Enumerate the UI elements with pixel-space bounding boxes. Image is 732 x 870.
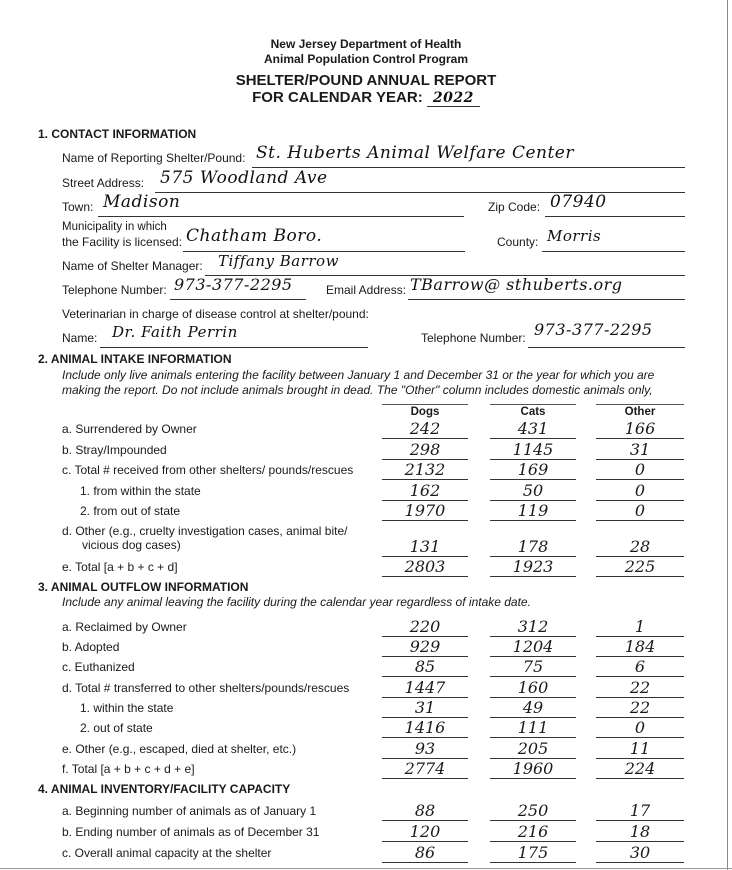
vet-name-label: Name:	[62, 331, 98, 345]
other-value-field[interactable]: 0	[596, 460, 684, 480]
row-label: c. Total # received from other shelters/ pounds/rescues	[62, 463, 354, 477]
cats-value-field[interactable]: 119	[490, 501, 576, 521]
cats-value-field[interactable]: 111	[490, 718, 576, 738]
cats-value-field[interactable]: 50	[490, 481, 576, 501]
column-header-cats: Cats	[490, 404, 576, 418]
other-value-field[interactable]: 17	[596, 801, 684, 821]
municipality-field[interactable]: Chatham Boro.	[186, 226, 323, 246]
intake-note-1: Include only live animals entering the facility between January 1 and December 31 or the year for which you are	[62, 368, 655, 382]
dogs-value-field[interactable]: 31	[382, 698, 468, 718]
other-value-field[interactable]: 11	[596, 739, 684, 759]
row-label-continued: vicious dog cases)	[82, 538, 181, 552]
row-label: d. Total # transferred to other shelters/pounds/rescues	[62, 681, 350, 695]
other-value-field[interactable]: 166	[596, 419, 684, 439]
zip-code-label: Zip Code:	[488, 200, 541, 214]
other-value-field[interactable]: 6	[596, 657, 684, 677]
row-label: a. Surrendered by Owner	[62, 422, 197, 436]
calendar-year	[0, 89, 732, 106]
town-label: Town:	[62, 200, 94, 214]
dogs-value-field[interactable]: 1970	[382, 501, 468, 521]
other-value-field[interactable]: 31	[596, 440, 684, 460]
cats-value-field[interactable]: 169	[490, 460, 576, 480]
dogs-value-field[interactable]: 220	[382, 617, 468, 637]
row-label: a. Reclaimed by Owner	[62, 620, 187, 634]
municipality-label-2: the Facility is licensed:	[62, 235, 183, 249]
dogs-value-field[interactable]: 242	[382, 419, 468, 439]
row-label: c. Overall animal capacity at the shelter	[62, 846, 272, 860]
column-header-other: Other	[596, 404, 684, 418]
shelter-name-field[interactable]: St. Huberts Animal Welfare Center	[256, 143, 574, 163]
cats-value-field[interactable]: 1960	[490, 759, 576, 779]
manager-label: Name of Shelter Manager:	[62, 259, 203, 273]
page-edge-bottom	[0, 868, 732, 869]
other-value-field[interactable]: 22	[596, 678, 684, 698]
section-intake-heading: 2. ANIMAL INTAKE INFORMATION	[38, 352, 232, 366]
cats-value-field[interactable]: 1923	[490, 557, 576, 577]
row-label: b. Adopted	[62, 640, 120, 654]
email-label: Email Address:	[326, 283, 407, 297]
column-header-dogs: Dogs	[382, 404, 468, 418]
row-label: a. Beginning number of animals as of January 1	[62, 804, 317, 818]
row-label: b. Stray/Impounded	[62, 443, 167, 457]
vet-phone-label: Telephone Number:	[421, 331, 526, 345]
program-name: Animal Population Control Program	[263, 52, 468, 66]
other-value-field[interactable]: 0	[596, 718, 684, 738]
row-label: c. Euthanized	[62, 660, 135, 674]
row-label: f. Total [a + b + c + d + e]	[62, 762, 195, 776]
dogs-value-field[interactable]: 93	[382, 739, 468, 759]
shelter-name-label: Name of Reporting Shelter/Pound:	[62, 151, 246, 165]
cats-value-field[interactable]: 312	[490, 617, 576, 637]
dogs-value-field[interactable]: 1416	[382, 718, 468, 738]
vet-name-field[interactable]: Dr. Faith Perrin	[112, 323, 238, 341]
street-address-label: Street Address:	[62, 176, 145, 190]
page-edge	[727, 0, 728, 870]
other-value-field[interactable]: 184	[596, 637, 684, 657]
county-label: County:	[497, 235, 539, 249]
dogs-value-field[interactable]: 2774	[382, 759, 468, 779]
cats-value-field[interactable]: 75	[490, 657, 576, 677]
manager-field[interactable]: Tiffany Barrow	[218, 252, 339, 270]
row-label: b. Ending number of animals as of December 31	[62, 825, 320, 839]
year-label: FOR CALENDAR YEAR:	[252, 89, 423, 106]
section-contact-heading: 1. CONTACT INFORMATION	[38, 127, 197, 141]
street-address-field[interactable]: 575 Woodland Ave	[160, 168, 328, 188]
other-value-field[interactable]: 0	[596, 501, 684, 521]
town-field[interactable]: Madison	[103, 192, 181, 212]
row-label: 2. out of state	[80, 721, 153, 735]
cats-value-field[interactable]: 1145	[490, 440, 576, 460]
agency-name: New Jersey Department of Health	[270, 37, 462, 51]
phone-field[interactable]: 973-377-2295	[174, 275, 293, 294]
dogs-value-field[interactable]: 2803	[382, 557, 468, 577]
dogs-value-field[interactable]: 86	[382, 843, 468, 863]
vet-heading: Veterinarian in charge of disease control at shelter/pound:	[62, 307, 369, 321]
cats-value-field[interactable]: 160	[490, 678, 576, 698]
cats-value-field[interactable]: 1204	[490, 637, 576, 657]
year-value[interactable]: 2022	[427, 90, 480, 107]
dogs-value-field[interactable]: 298	[382, 440, 468, 460]
cats-value-field[interactable]: 205	[490, 739, 576, 759]
cats-value-field[interactable]: 178	[490, 537, 576, 557]
cats-value-field[interactable]: 49	[490, 698, 576, 718]
row-label: d. Other (e.g., cruelty investigation cases, animal bite/	[62, 524, 348, 538]
dogs-value-field[interactable]: 88	[382, 801, 468, 821]
dogs-value-field[interactable]: 929	[382, 637, 468, 657]
other-value-field[interactable]: 18	[596, 822, 684, 842]
report-title: SHELTER/POUND ANNUAL REPORT	[235, 72, 497, 89]
other-value-field[interactable]: 224	[596, 759, 684, 779]
row-label: 2. from out of state	[80, 504, 181, 518]
row-label: 1. within the state	[80, 701, 174, 715]
section-outflow-heading: 3. ANIMAL OUTFLOW INFORMATION	[38, 580, 249, 594]
other-value-field[interactable]: 0	[596, 481, 684, 501]
dogs-value-field[interactable]: 131	[382, 537, 468, 557]
row-label: 1. from within the state	[80, 484, 201, 498]
outflow-note: Include any animal leaving the facility during the calendar year regardless of intake date.	[62, 595, 531, 609]
cats-value-field[interactable]: 216	[490, 822, 576, 842]
zip-code-field[interactable]: 07940	[550, 192, 607, 212]
dogs-value-field[interactable]: 120	[382, 822, 468, 842]
section-inventory-heading: 4. ANIMAL INVENTORY/FACILITY CAPACITY	[38, 782, 291, 796]
other-value-field[interactable]: 1	[596, 617, 684, 637]
phone-label: Telephone Number:	[62, 283, 167, 297]
cats-value-field[interactable]: 250	[490, 801, 576, 821]
other-value-field[interactable]: 30	[596, 843, 684, 863]
dogs-value-field[interactable]: 1447	[382, 678, 468, 698]
other-value-field[interactable]: 22	[596, 698, 684, 718]
county-field[interactable]: Morris	[547, 227, 602, 245]
cats-value-field[interactable]: 175	[490, 843, 576, 863]
vet-phone-field[interactable]: 973-377-2295	[534, 320, 653, 339]
other-value-field[interactable]: 28	[596, 537, 684, 557]
cats-value-field[interactable]: 431	[490, 419, 576, 439]
dogs-value-field[interactable]: 85	[382, 657, 468, 677]
other-value-field[interactable]: 225	[596, 557, 684, 577]
row-label: e. Total [a + b + c + d]	[62, 560, 178, 574]
email-field[interactable]: TBarrow@ sthuberts.org	[410, 275, 623, 294]
intake-note-2: making the report. Do not include animals brought in dead. The "Other" column includes domestic animals only,	[62, 383, 653, 397]
dogs-value-field[interactable]: 162	[382, 481, 468, 501]
dogs-value-field[interactable]: 2132	[382, 460, 468, 480]
municipality-label-1: Municipality in which	[62, 221, 167, 233]
row-label: e. Other (e.g., escaped, died at shelter, etc.)	[62, 742, 297, 756]
